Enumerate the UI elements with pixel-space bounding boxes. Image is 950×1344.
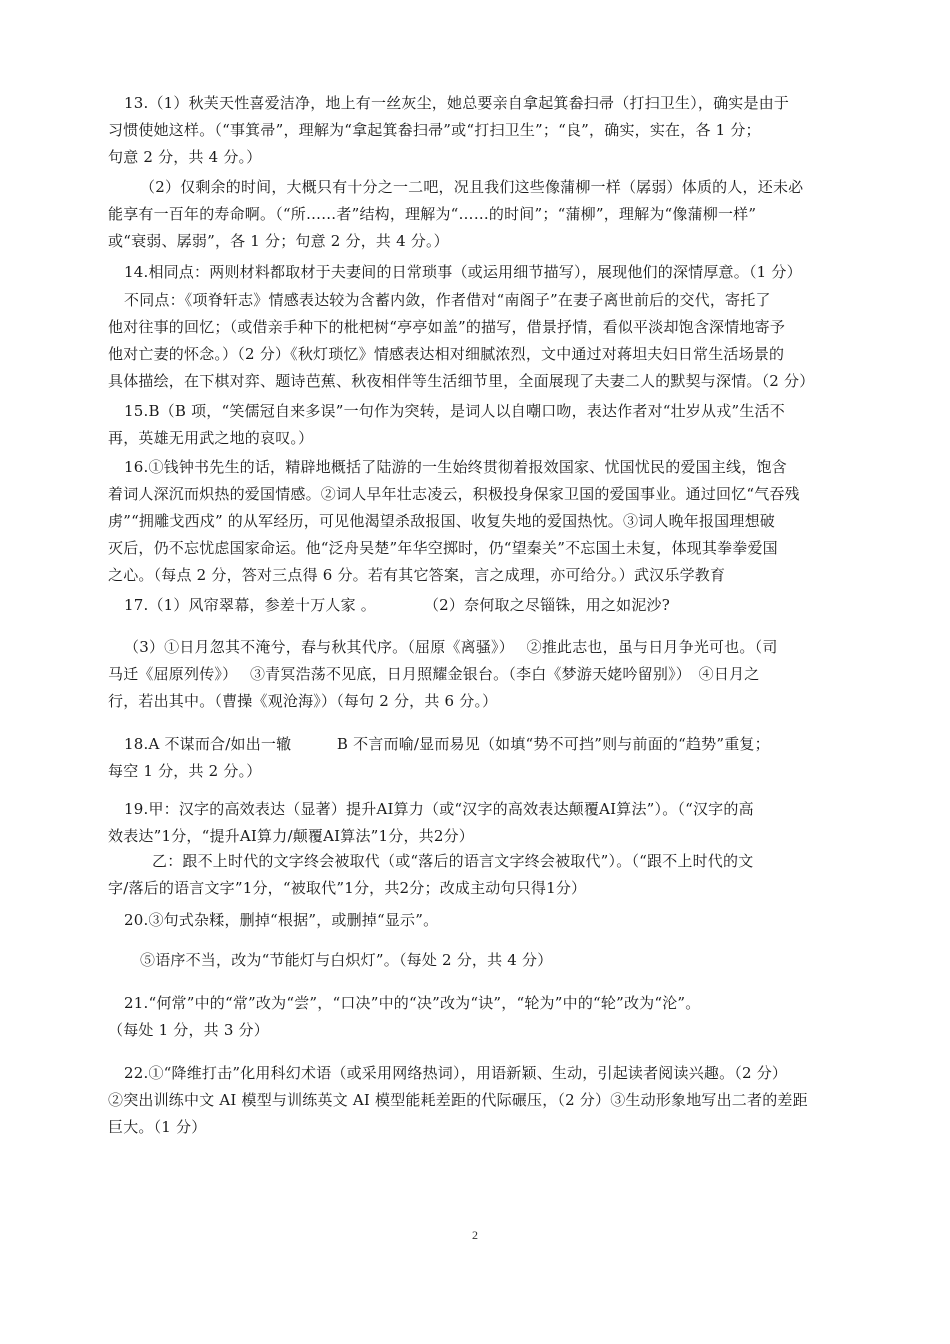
answer-line: 句意 2 分，共 4 分。） (108, 148, 262, 166)
answer-line: 15.B（B 项，“笑儒冠自来多误”一句作为突转，是词人以自嘲口吻，表达作者对“壮岁从戎”生活不 (124, 402, 785, 420)
answer-line: 着词人深沉而炽热的爱国情感。②词人早年壮志凌云，积极投身保家卫国的爱国事业。通过回忆“气吞残 (108, 485, 800, 503)
answer-line: 能享有一百年的寿命啊。（“所……者”结构，理解为“……的时间”；“蒲柳”，理解为“像蒲柳一样” (108, 205, 757, 223)
answer-line: ⑤语序不当，改为“节能灯与白炽灯”。（每处 2 分，共 4 分） (140, 951, 553, 969)
answer-line: 21.“何常”中的“常”改为“尝”，“口决”中的“决”改为“诀”，“轮为”中的“轮”改为“沦”。 (124, 994, 701, 1012)
answer-14-similarity (108, 259, 864, 286)
answer-17-3 (108, 634, 864, 715)
answer-line: 马迁《屈原列传》） ③青冥浩荡不见底，日月照耀金银台。（李白《梦游天姥吟留别》） ④日月之 (108, 665, 760, 683)
answer-line: 他对往事的回忆；（或借亲手种下的枇杷树“亭亭如盖”的描写，借景抒情，看似平淡却饱含深情地寄予 (108, 318, 786, 336)
answer-13-1 (108, 90, 864, 171)
answer-line: 20.③句式杂糅，删掉“根据”，或删掉“显示”。 (124, 911, 439, 929)
answer-18 (108, 731, 864, 785)
answer-17-1-2 (108, 592, 864, 619)
answer-line: 巨大。（1 分） (108, 1118, 207, 1136)
answer-line: （3）①日月忽其不淹兮，春与秋其代序。（屈原《离骚》） ②推此志也，虽与日月争光可也。（司 (124, 638, 778, 656)
answer-line: 14.相同点：两则材料都取材于夫妻间的日常琐事（或运用细节描写），展现他们的深情厚意。（1 分） (124, 263, 802, 281)
answer-15 (108, 398, 864, 452)
answer-line: （每处 1 分，共 3 分） (108, 1021, 269, 1039)
answer-line: ②突出训练中文 AI 模型与训练英文 AI 模型能耗差距的代际碾压，（2 分）③生动形象地写出二者的差距 (108, 1091, 808, 1109)
answer-line: 每空 1 分，共 2 分。） (108, 762, 262, 780)
answer-16 (108, 454, 864, 589)
answer-line: 他对亡妻的怀念。）（2 分）《秋灯琐忆》情感表达相对细腻浓烈，文中通过对蒋坦夫妇日常生活场景的 (108, 345, 785, 363)
answer-line: 再，英雄无用武之地的哀叹。） (108, 429, 314, 447)
answer-line: 19.甲：汉字的高效表达（显著）提升AI算力（或“汉字的高效表达颠覆AI算法”）。（“汉字的高 (124, 800, 754, 818)
answer-line: 不同点：《项脊轩志》情感表达较为含蓄内敛，作者借对“南阁子”在妻子离世前后的交代，寄托了 (124, 291, 771, 309)
answer-line: （2）仅剩余的时间，大概只有十分之一二吧，况且我们这些像蒲柳一样（孱弱）体质的人，还未必 (140, 178, 804, 196)
answer-22 (108, 1060, 864, 1141)
answer-17-1: 17.（1）风帘翠幕，参差十万人家 。 (124, 596, 376, 614)
answer-17-2: （2）奈何取之尽锱铢，用之如泥沙? (423, 596, 670, 614)
answer-line: 18.A 不谋而合/如出一辙 B 不言而喻/显而易见（如填“势不可挡”则与前面的“趋势”重复； (124, 735, 770, 753)
answer-line: 13.（1）秋芙天性喜爱洁净，地上有一丝灰尘，她总要亲自拿起箕畚扫帚（打扫卫生），确实是由于 (124, 94, 790, 112)
page-number: 2 (472, 1228, 478, 1242)
answer-line: 习惯使她这样。（“事箕帚”，理解为“拿起箕畚扫帚”或“打扫卫生”；“良”，确实，实在，各 1 分； (108, 121, 761, 139)
answer-line (108, 592, 864, 619)
answer-line: 22.①“降维打击”化用科幻术语（或采用网络热词），用语新颖、生动，引起读者阅读兴趣。（2 分） (124, 1064, 788, 1082)
answer-13-2 (108, 174, 864, 255)
answer-line: 或“衰弱、孱弱”，各 1 分；句意 2 分，共 4 分。） (108, 232, 449, 250)
answer-line: 字/落后的语言文字”1分，“被取代”1分，共2分；改成主动句只得1分） (108, 879, 587, 897)
answer-line: 16.①钱钟书先生的话，精辟地概括了陆游的一生始终贯彻着报效国家、忧国忧民的爱国主线，饱含 (124, 458, 787, 476)
answer-21 (108, 990, 864, 1044)
answer-line: 具体描绘，在下棋对弈、题诗芭蕉、秋夜相伴等生活细节里，全面展现了夫妻二人的默契与深情。（2 分） (108, 372, 815, 390)
answer-20-5 (108, 947, 864, 974)
answer-line: 虏”“拥雕戈西戍” 的从军经历，可见他渴望杀敌报国、收复失地的爱国热忱。③词人晚年报国理想破 (108, 512, 775, 530)
answer-19-yi (108, 848, 864, 902)
answer-14-difference (108, 287, 864, 395)
answer-line: 行，若出其中。（曹操《观沧海》）（每句 2 分，共 6 分。） (108, 692, 498, 710)
answer-line: 效表达”1分，“提升AI算力/颠覆AI算法”1分，共2分） (108, 827, 475, 845)
answer-20-3 (108, 907, 864, 934)
answer-line: 乙：跟不上时代的文字终会被取代（或“落后的语言文字终会被取代”）。（“跟不上时代的文 (152, 852, 754, 870)
answer-19-jia (108, 796, 864, 850)
answer-line: 之心。（每点 2 分，答对三点得 6 分。若有其它答案，言之成理，亦可给分。）武汉乐学教育 (108, 566, 726, 584)
answer-line: 灭后，仍不忘忧虑国家命运。他“泛舟吴楚”年华空掷时，仍“望秦关”不忘国土未复，体现其拳拳爱国 (108, 539, 778, 557)
